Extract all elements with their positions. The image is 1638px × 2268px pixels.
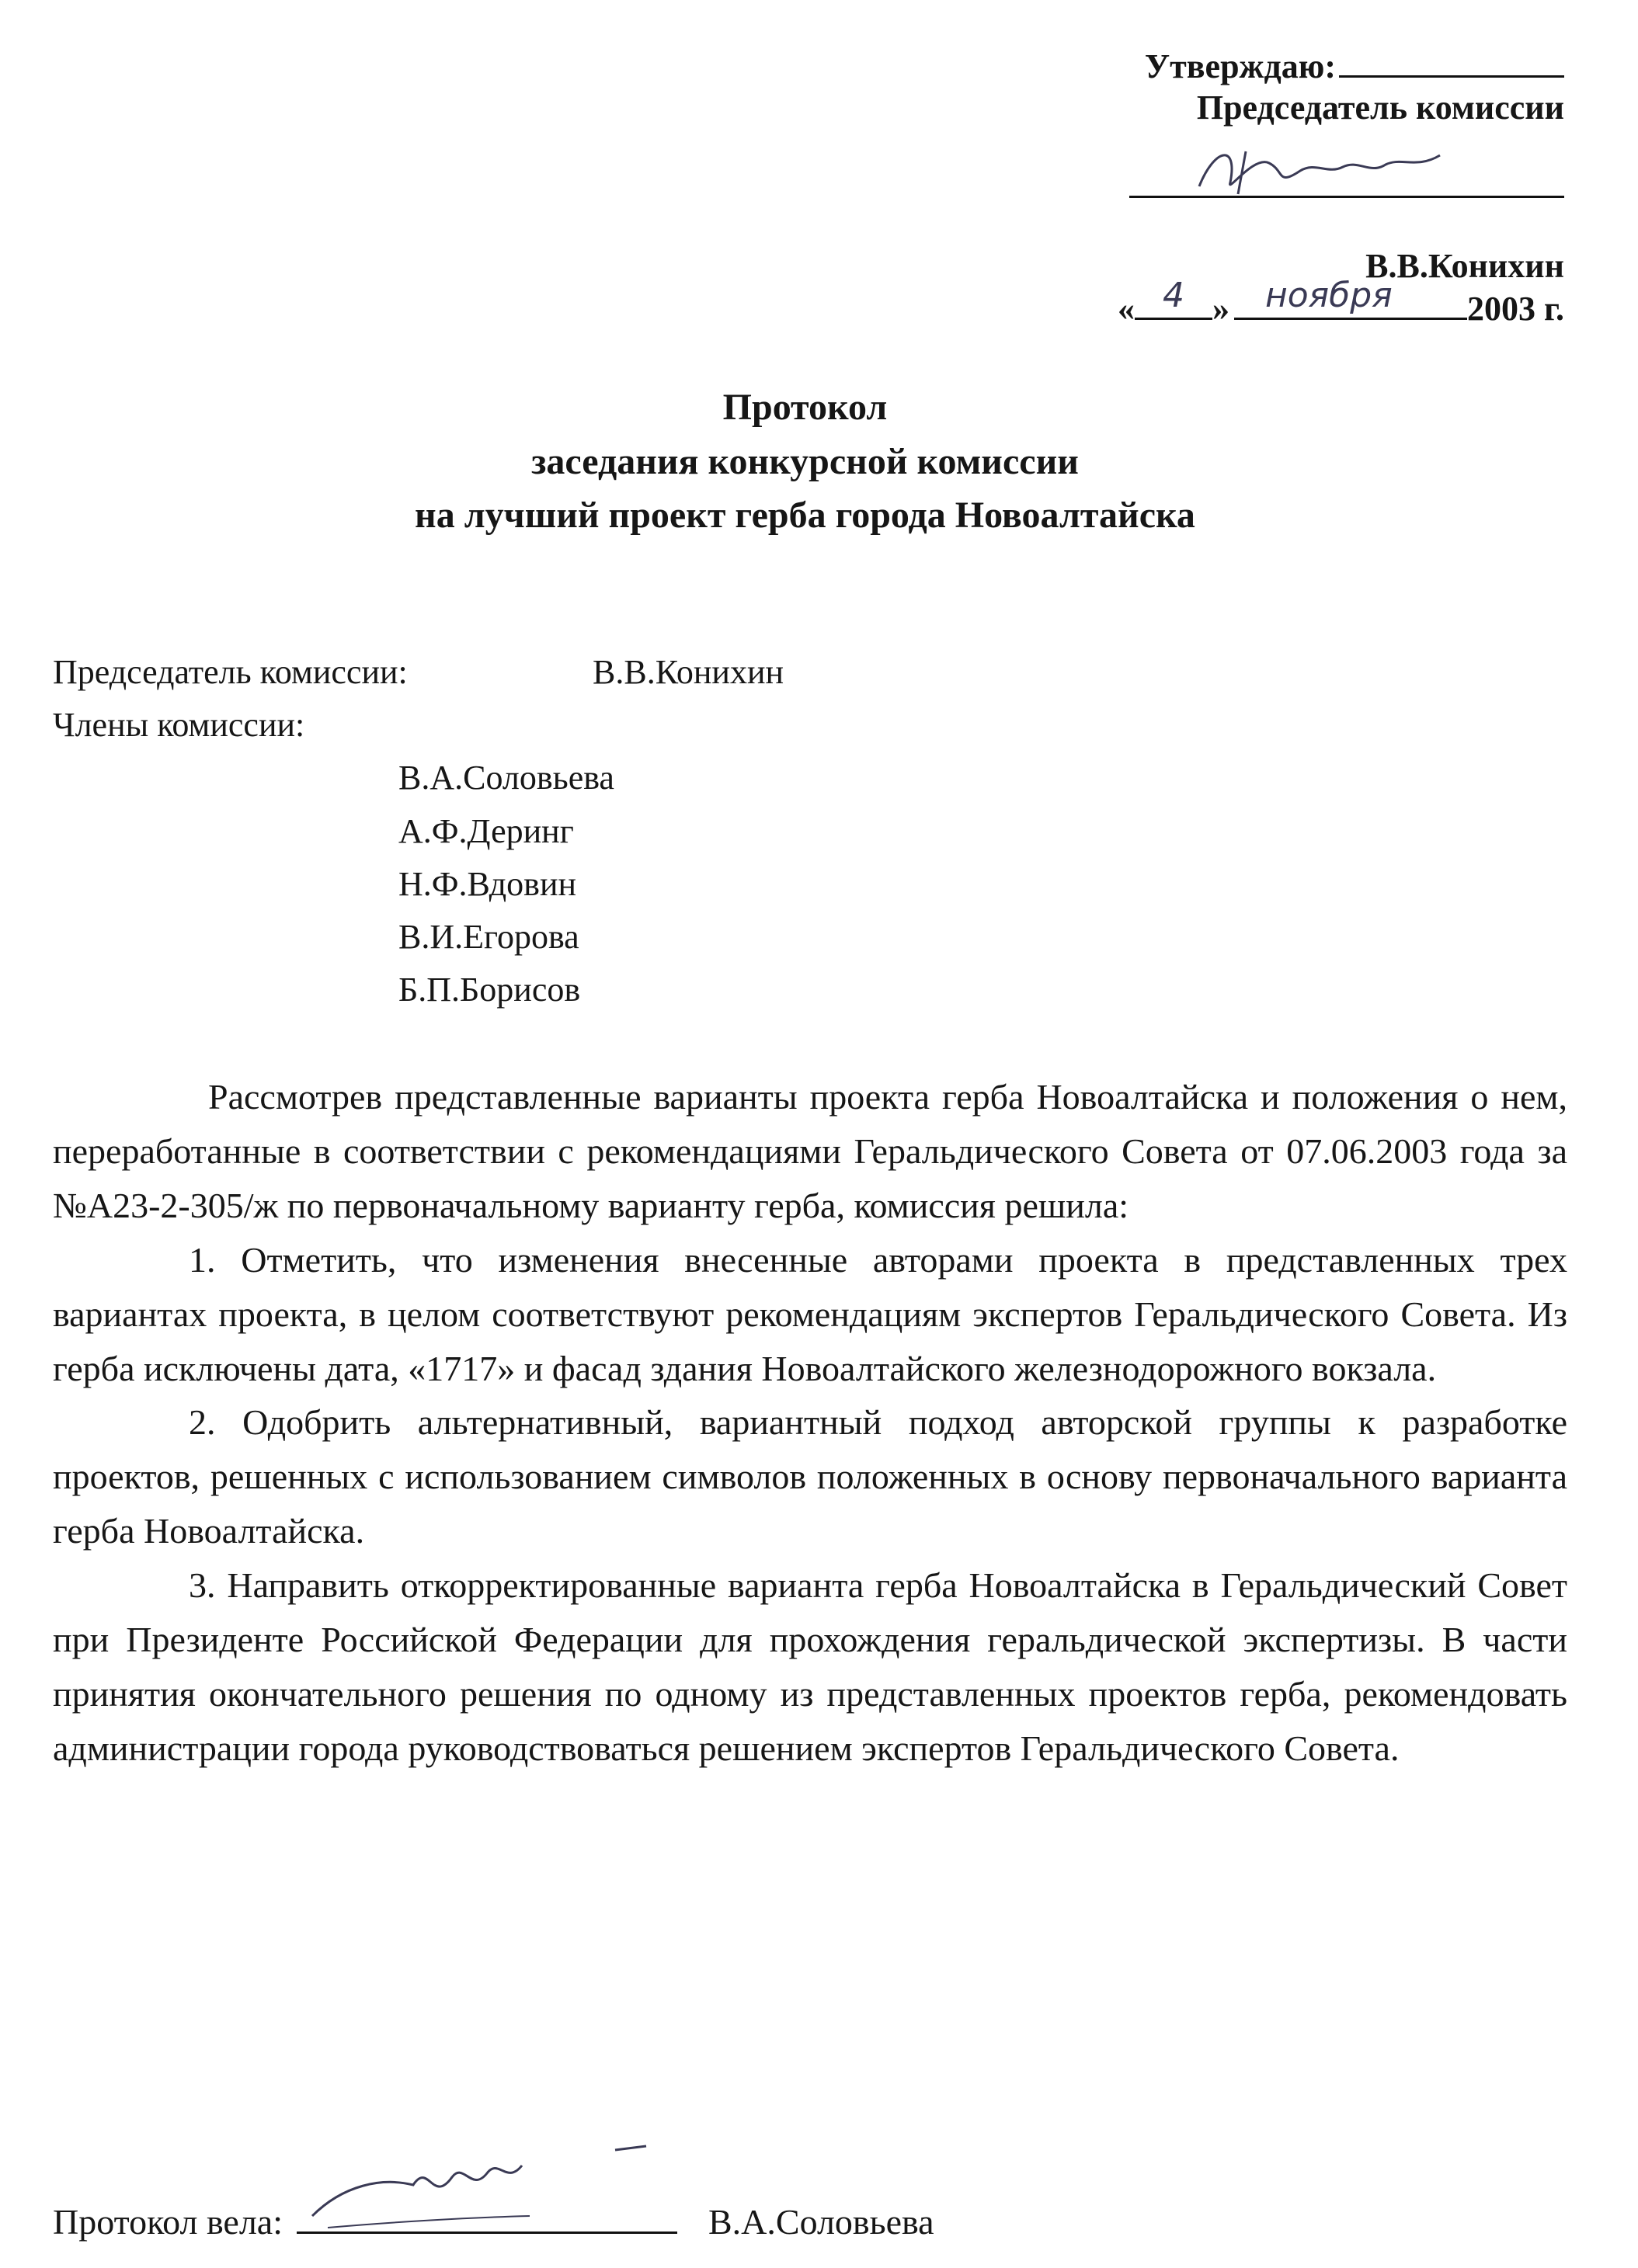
date-month: ноября xyxy=(1264,276,1393,316)
approve-label: Утверждаю: xyxy=(1144,47,1336,85)
decision-item-3: 3. Направить откорректированные варианта герба Новоалтайска в Геральдический Совет при Президенте Российской Федерации для прохождения геральдической экспертизы. В части принятия окончательного решения по одному из представленных проектов герба, рекомендовать администрации города руководствоваться решением экспертов Геральдического Совета. xyxy=(53,1565,1567,1768)
recorder-signature-line xyxy=(297,2200,677,2234)
intro-paragraph: Рассмотрев представленные варианты проекта герба Новоалтайска и положения о нем, переработанные в соответствии с рекомендациями Геральдического Совета от 07.06.2003 года за №А23-2-305/ж по первоначальному варианту герба, комиссия решила: xyxy=(53,1077,1567,1225)
member-name: А.Ф.Деринг xyxy=(398,811,574,850)
date-day: 4 xyxy=(1162,276,1184,316)
date-year: 2003 г. xyxy=(1466,290,1564,328)
chairman-signature-line xyxy=(1129,134,1564,198)
approve-line xyxy=(1083,47,1564,88)
chairman-name: В.В.Конихин xyxy=(1365,246,1564,285)
title-line-2: заседания конкурсной комиссии xyxy=(531,440,1079,482)
document-title xyxy=(0,380,1638,543)
approve-blank-line xyxy=(1339,47,1564,78)
commission-list xyxy=(53,646,784,1016)
decision-item-2: 2. Одобрить альтернативный, вариантный подход авторской группы к разработке проектов, решенных с использованием символов положенных в основу первоначального варианта герба Новоалтайска. xyxy=(53,1402,1567,1551)
member-name: В.А.Соловьева xyxy=(398,759,614,797)
protocol-footer xyxy=(53,2200,934,2242)
title-line-1: Протокол xyxy=(722,387,888,428)
approval-position: Председатель комиссии xyxy=(1196,88,1564,127)
date-month-field xyxy=(1234,276,1467,320)
title-line-3: на лучший проект герба города Новоалтайска xyxy=(415,495,1195,537)
decision-item-1: 1. Отметить, что изменения внесенные авторами проекта в представленных трех вариантах проекта, в целом соответствуют рекомендациям экспертов Геральдического Совета. Из герба исключены дата, «1717» и фасад здания Новоалтайского железнодорожного вокзала. xyxy=(53,1239,1567,1388)
chairman-label: Председатель комиссии: xyxy=(53,653,408,691)
recorder-name: В.А.Соловьева xyxy=(708,2202,934,2242)
member-name: В.И.Егорова xyxy=(398,917,579,956)
chairman-signature xyxy=(1184,140,1479,202)
date-day-field xyxy=(1135,276,1212,320)
member-name: Б.П.Борисов xyxy=(398,971,581,1009)
date-open-quote: « xyxy=(1117,290,1135,328)
chairman-name-list: В.В.Конихин xyxy=(593,653,784,691)
chairman-row xyxy=(53,646,784,699)
recorder-label: Протокол вела: xyxy=(53,2202,283,2242)
members-list xyxy=(398,752,784,1016)
member-name: Н.Ф.Вдовин xyxy=(398,864,577,903)
recorder-signature xyxy=(297,2131,662,2239)
members-label: Члены комиссии: xyxy=(53,706,305,745)
date-close-quote: » xyxy=(1212,290,1229,328)
protocol-body xyxy=(53,1070,1567,1776)
approval-date xyxy=(1083,276,1564,330)
approval-block xyxy=(1083,47,1564,330)
